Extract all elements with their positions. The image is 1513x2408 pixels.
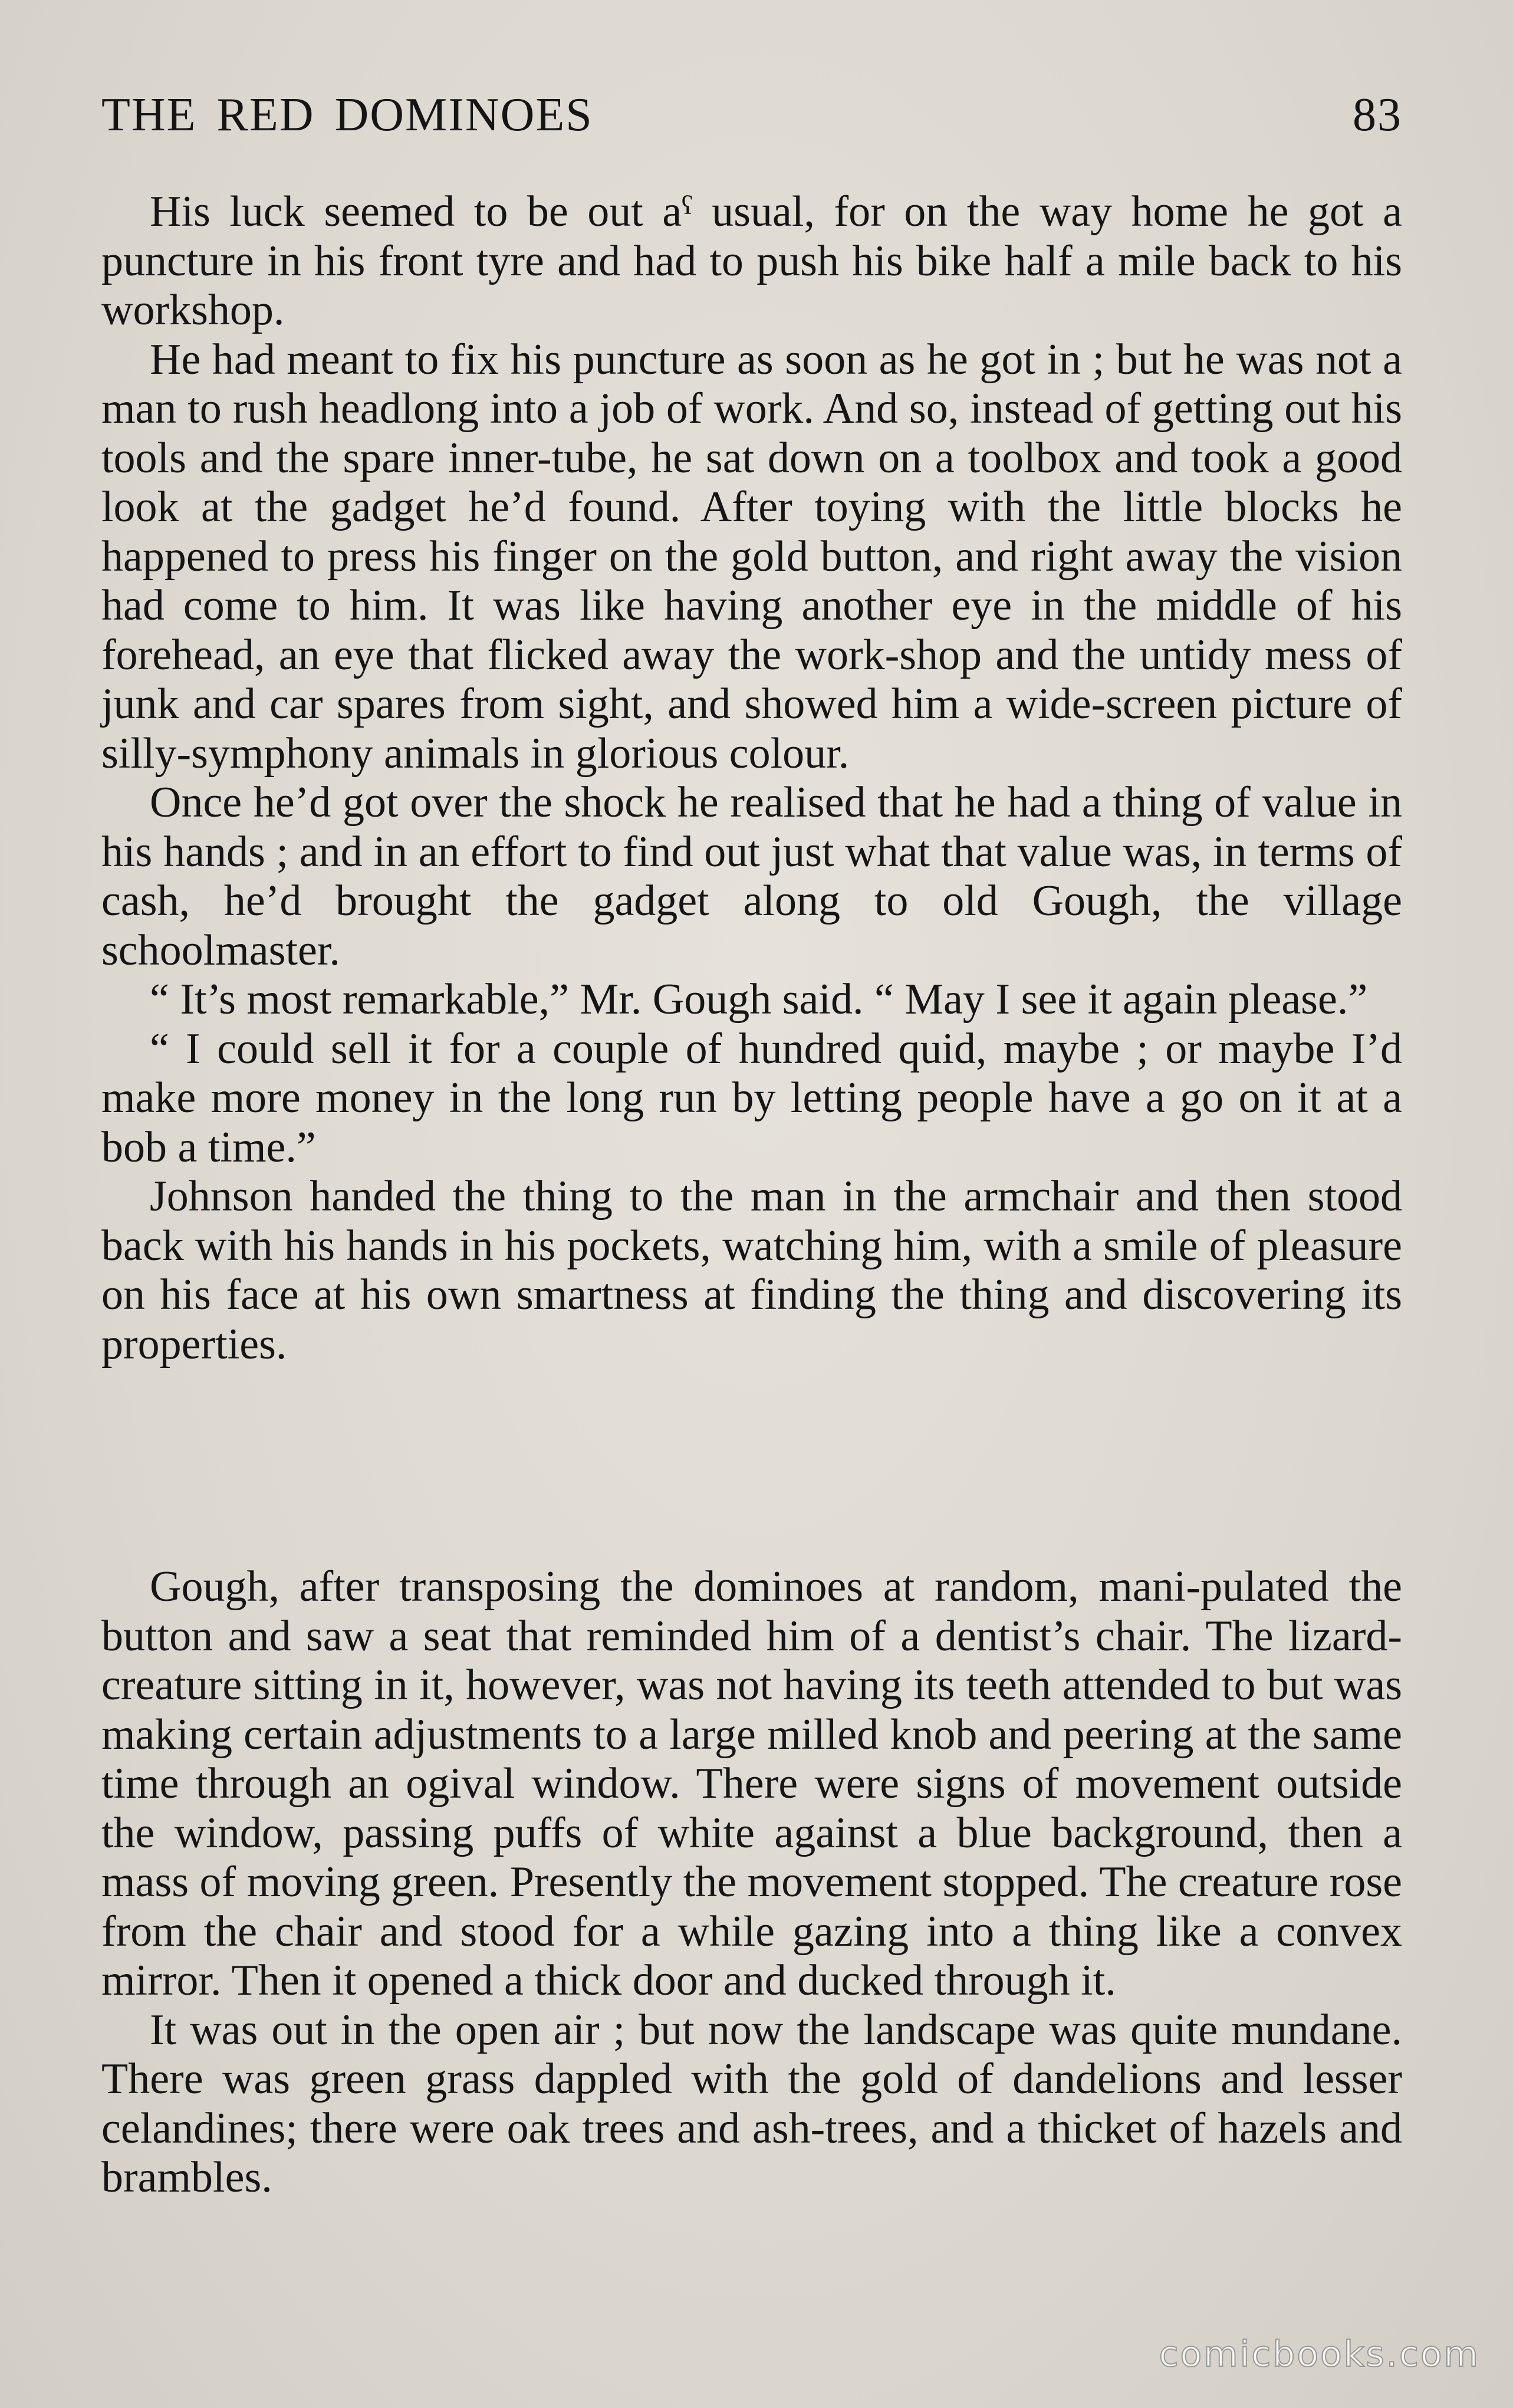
- paragraph: “ I could sell it for a couple of hundred quid, maybe ; or maybe I’d make more money in the long run by letting people have a go on it at a bob a time.”: [101, 1024, 1402, 1172]
- paragraph: Johnson handed the thing to the man in the armchair and then stood back with his hands in his pockets, watching him, with a smile of pleasure on his face at his own smartness at finding the thing and discovering its properties.: [101, 1172, 1402, 1369]
- paragraph: Gough, after transposing the dominoes at random, mani-pulated the button and saw a seat that reminded him of a dentist’s chair. The lizard-creature sitting in it, however, was not having its teeth attended to but was making certain adjustments to a large milled knob and peering at the same time through an ogival window. There were signs of movement outside the window, passing puffs of white against a blue background, then a mass of moving green. Presently the movement stopped. The creature rose from the chair and stood for a while gazing into a thing like a convex mirror. Then it opened a thick door and ducked through it.: [101, 1562, 1402, 2005]
- paragraph: Once he’d got over the shock he realised that he had a thing of value in his hands ; and in an effort to find out just what that value was, in terms of cash, he’d brought the gadget along to old Gough, the village schoolmaster.: [101, 778, 1402, 975]
- paragraph: His luck seemed to be out aˁ usual, for on the way home he got a puncture in his front tyre and had to push his bike half a mile back to his workshop.: [101, 187, 1402, 334]
- paragraph: It was out in the open air ; but now the landscape was quite mundane. There was green grass dappled with the gold of dandelions and lesser celandines; there were oak trees and ash-trees, and a thicket of hazels and brambles.: [101, 2005, 1402, 2202]
- paragraph: “ It’s most remarkable,” Mr. Gough said. “ May I see it again please.”: [150, 975, 1368, 1024]
- running-head: THE RED DOMINOES: [101, 89, 593, 141]
- watermark: comicbooks.com: [1159, 2334, 1480, 2375]
- page-header: [101, 88, 1402, 147]
- page-number: 83: [1353, 89, 1402, 141]
- text-section-1: [101, 187, 1402, 1369]
- text-section-2: [101, 1562, 1402, 2203]
- paragraph: He had meant to fix his puncture as soon as he got in ; but he was not a man to rush headlong into a job of work. And so, instead of getting out his tools and the spare inner-tube, he sat down on a toolbox and took a good look at the gadget he’d found. After toying with the little blocks he happened to press his finger on the gold button, and right away the vision had come to him. It was like having another eye in the middle of his forehead, an eye that flicked away the work-shop and the untidy mess of junk and car spares from sight, and showed him a wide-screen picture of silly-symphony animals in glorious colour.: [101, 335, 1402, 778]
